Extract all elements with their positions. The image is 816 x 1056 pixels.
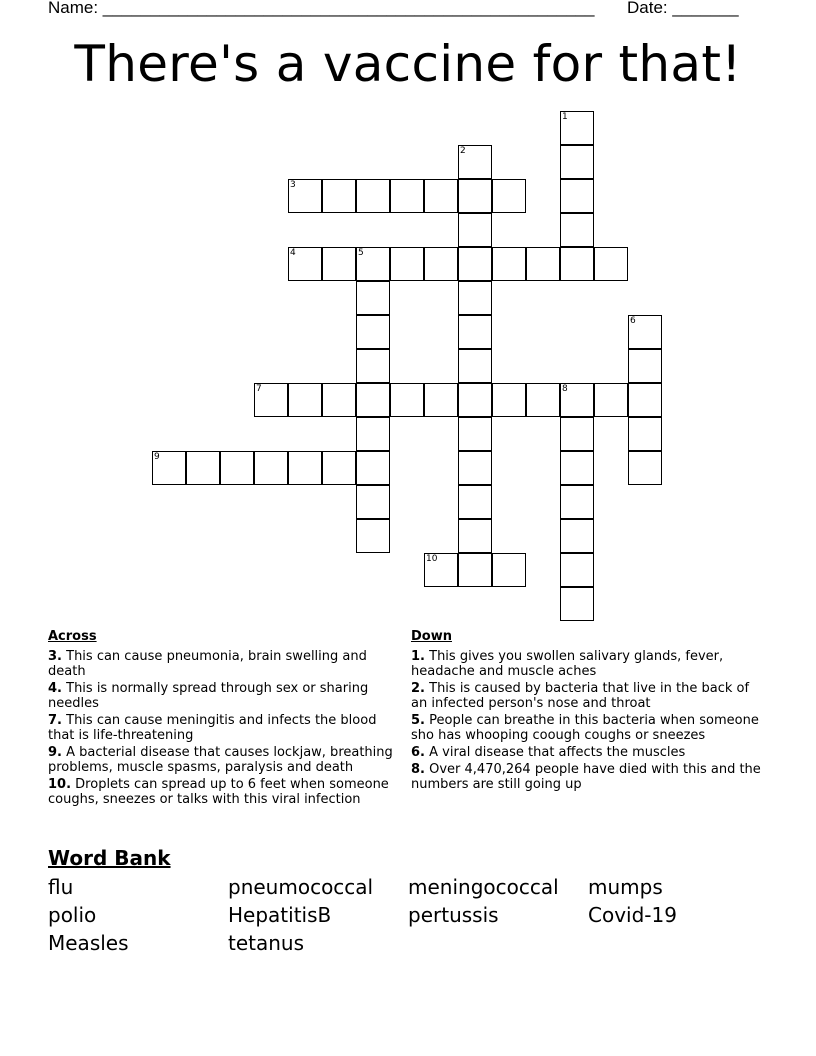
crossword-cell[interactable] xyxy=(526,383,560,417)
clue-down-8 xyxy=(411,762,767,792)
cell-number: 8 xyxy=(562,384,568,394)
clue-text: This is normally spread through sex or sharing needles xyxy=(48,681,369,711)
crossword-cell[interactable] xyxy=(492,553,526,587)
crossword-cell[interactable] xyxy=(390,383,424,417)
cell-number: 1 xyxy=(562,112,568,122)
word-bank-word: flu xyxy=(48,875,74,899)
clue-down-6 xyxy=(411,745,767,760)
clue-text: People can breathe in this bacteria when someone sho has whooping coough coughs or sneezes xyxy=(411,713,759,743)
clue-number: 8. xyxy=(411,762,425,777)
crossword-cell[interactable] xyxy=(560,587,594,621)
cell-number: 4 xyxy=(290,248,296,258)
clue-number: 10. xyxy=(48,777,72,792)
clue-number: 9. xyxy=(48,745,62,760)
crossword-cell[interactable] xyxy=(458,485,492,519)
clue-number: 2. xyxy=(411,681,425,696)
crossword-cell[interactable] xyxy=(356,451,390,485)
word-bank-word: Covid-19 xyxy=(588,903,677,927)
crossword-cell[interactable] xyxy=(356,349,390,383)
clue-number: 7. xyxy=(48,713,62,728)
crossword-cell[interactable] xyxy=(322,179,356,213)
clue-across-10 xyxy=(48,777,404,807)
across-clues xyxy=(48,629,404,809)
word-bank-word: Measles xyxy=(48,931,129,955)
crossword-cell[interactable] xyxy=(458,315,492,349)
clue-across-9 xyxy=(48,745,404,775)
crossword-cell[interactable] xyxy=(560,247,594,281)
crossword-cell[interactable] xyxy=(458,451,492,485)
date-field[interactable]: Date: _______ xyxy=(627,0,739,17)
clue-across-4 xyxy=(48,681,404,711)
crossword-cell[interactable] xyxy=(560,485,594,519)
clue-number: 1. xyxy=(411,649,425,664)
crossword-cell[interactable] xyxy=(458,179,492,213)
clue-text: Over 4,470,264 people have died with this and the numbers are still going up xyxy=(411,762,761,792)
clue-text: Droplets can spread up to 6 feet when someone coughs, sneezes or talks with this viral infection xyxy=(48,777,389,807)
crossword-cell[interactable] xyxy=(458,247,492,281)
clue-down-2 xyxy=(411,681,767,711)
crossword-cell[interactable] xyxy=(288,383,322,417)
name-field[interactable]: Name: ____________________________________________________ xyxy=(48,0,595,17)
page-title: There's a vaccine for that! xyxy=(74,35,742,93)
crossword-cell[interactable] xyxy=(220,451,254,485)
clue-number: 3. xyxy=(48,649,62,664)
word-bank-word: mumps xyxy=(588,875,663,899)
crossword-cell[interactable] xyxy=(254,451,288,485)
clue-text: A viral disease that affects the muscles xyxy=(429,745,686,760)
clue-across-7 xyxy=(48,713,404,743)
crossword-cell[interactable] xyxy=(356,485,390,519)
cell-number: 5 xyxy=(358,248,364,258)
crossword-cell[interactable] xyxy=(526,247,560,281)
crossword-cell[interactable] xyxy=(458,417,492,451)
crossword-cell[interactable] xyxy=(356,281,390,315)
word-bank-word: pertussis xyxy=(408,903,499,927)
crossword-cell[interactable] xyxy=(424,179,458,213)
word-bank-word: tetanus xyxy=(228,931,305,955)
clue-text: This is caused by bacteria that live in the back of an infected person's nose and throat xyxy=(411,681,750,711)
crossword-cell[interactable] xyxy=(458,553,492,587)
word-bank-word: pneumococcal xyxy=(228,875,374,899)
crossword-cell[interactable] xyxy=(628,451,662,485)
crossword-cell[interactable] xyxy=(594,247,628,281)
clue-number: 6. xyxy=(411,745,425,760)
crossword-cell[interactable] xyxy=(492,383,526,417)
crossword-cell[interactable] xyxy=(458,213,492,247)
crossword-cell[interactable] xyxy=(628,383,662,417)
clue-number: 5. xyxy=(411,713,425,728)
crossword-cell[interactable] xyxy=(356,315,390,349)
crossword-cell[interactable] xyxy=(560,519,594,553)
crossword-cell[interactable] xyxy=(322,383,356,417)
crossword-cell[interactable] xyxy=(458,383,492,417)
cell-number: 6 xyxy=(630,316,636,326)
crossword-cell[interactable] xyxy=(186,451,220,485)
clue-text: A bacterial disease that causes lockjaw, breathing problems, muscle spasms, paralysis and death xyxy=(48,745,393,775)
crossword-cell[interactable] xyxy=(322,247,356,281)
clue-down-5 xyxy=(411,713,767,743)
word-bank-word: HepatitisB xyxy=(228,903,332,927)
cell-number: 9 xyxy=(154,452,160,462)
cell-number: 10 xyxy=(426,554,438,564)
clue-text: This can cause meningitis and infects the blood that is life-threatening xyxy=(48,713,377,743)
clue-across-3 xyxy=(48,649,404,679)
clue-text: This gives you swollen salivary glands, fever, headache and muscle aches xyxy=(411,649,724,679)
crossword-cell[interactable] xyxy=(492,179,526,213)
clue-number: 4. xyxy=(48,681,62,696)
crossword-cell[interactable] xyxy=(560,451,594,485)
cell-number: 7 xyxy=(256,384,262,394)
word-bank-title: Word Bank xyxy=(48,846,171,870)
crossword-cell[interactable] xyxy=(424,247,458,281)
crossword-cell[interactable] xyxy=(390,247,424,281)
crossword-cell[interactable] xyxy=(356,179,390,213)
down-heading: Down xyxy=(411,629,452,644)
clue-down-1 xyxy=(411,649,767,679)
crossword-cell[interactable] xyxy=(288,451,322,485)
crossword-cell[interactable] xyxy=(560,213,594,247)
crossword-cell[interactable] xyxy=(560,179,594,213)
down-clues xyxy=(411,629,767,794)
crossword-cell[interactable] xyxy=(560,145,594,179)
crossword-cell[interactable] xyxy=(390,179,424,213)
crossword-cell[interactable] xyxy=(628,349,662,383)
crossword-cell[interactable] xyxy=(356,383,390,417)
crossword-cell[interactable] xyxy=(628,417,662,451)
clue-text: This can cause pneumonia, brain swelling and death xyxy=(48,649,367,679)
word-bank-word: meningococcal xyxy=(408,875,559,899)
crossword-cell[interactable] xyxy=(560,417,594,451)
word-bank-word: polio xyxy=(48,903,97,927)
across-heading: Across xyxy=(48,629,97,644)
cell-number: 2 xyxy=(460,146,466,156)
crossword-cell[interactable] xyxy=(356,519,390,553)
crossword-cell[interactable] xyxy=(458,281,492,315)
crossword-cell[interactable] xyxy=(322,451,356,485)
crossword-cell[interactable] xyxy=(594,383,628,417)
crossword-cell[interactable] xyxy=(560,553,594,587)
crossword-cell[interactable] xyxy=(492,247,526,281)
crossword-cell[interactable] xyxy=(424,383,458,417)
cell-number: 3 xyxy=(290,180,296,190)
crossword-cell[interactable] xyxy=(356,417,390,451)
crossword-cell[interactable] xyxy=(458,349,492,383)
crossword-cell[interactable] xyxy=(458,519,492,553)
